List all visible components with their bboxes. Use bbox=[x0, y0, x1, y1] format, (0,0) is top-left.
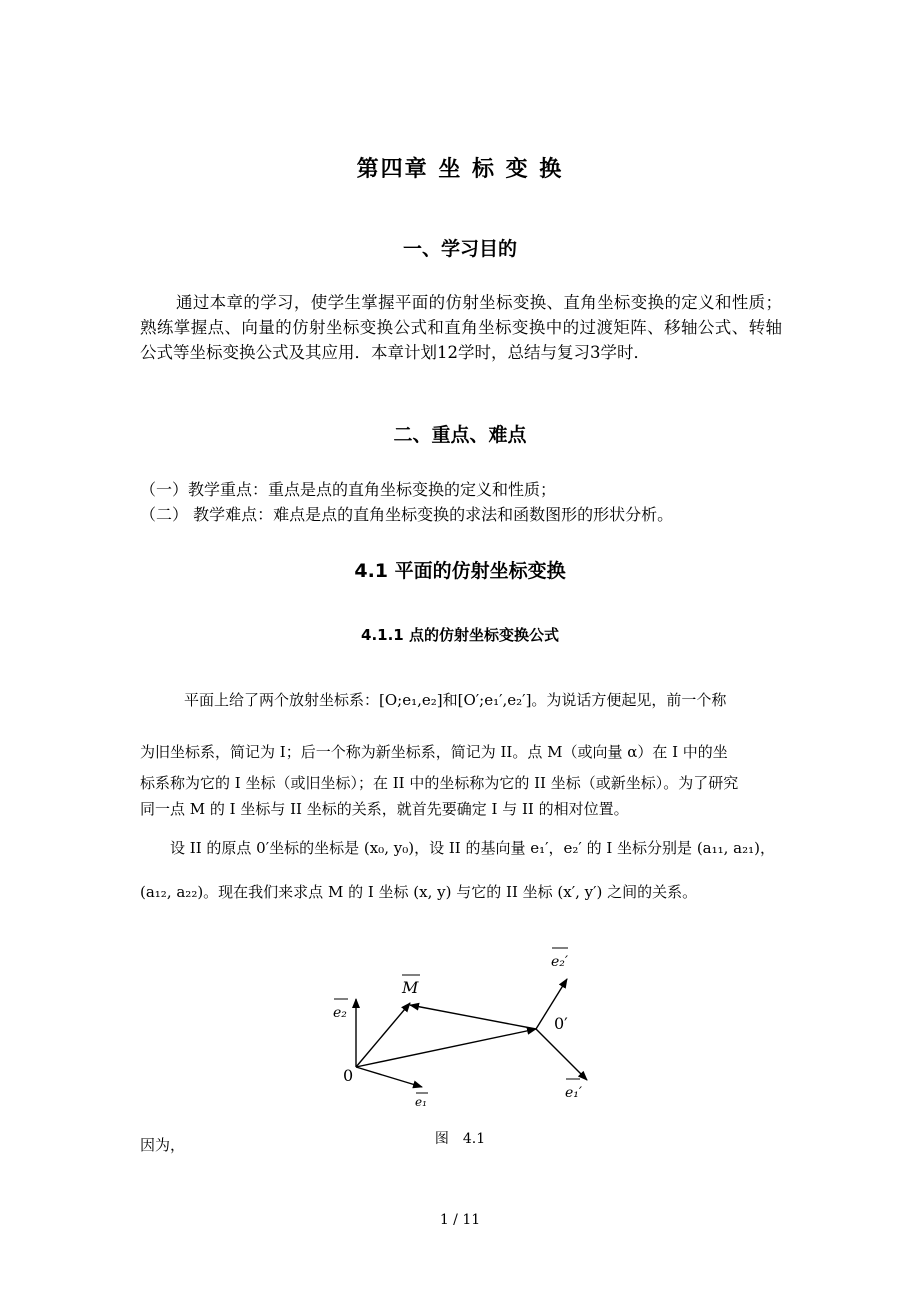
o-prime-m-arrow bbox=[410, 1005, 536, 1029]
page-number: 1 / 11 bbox=[439, 1212, 481, 1228]
e1-prime-arrow bbox=[536, 1029, 587, 1080]
chapter-title: 第四章 坐 标 变 换 bbox=[356, 157, 564, 182]
label-e2-prime: e₂′ bbox=[551, 954, 569, 970]
key-point-teaching-difficulty: （二） 教学难点：难点是点的直角坐标变换的求法和函数图形的形状分析。 bbox=[140, 505, 674, 524]
section-title-key-points: 二、重点、难点 bbox=[393, 424, 527, 446]
label-origin: 0 bbox=[343, 1066, 354, 1085]
body-line-5: 设 II 的原点 0′坐标的坐标是 (x₀, y₀)，设 II 的基向量 e₁′，e₂′ 的 I 坐标分别是 (a₁₁, a₂₁)， bbox=[170, 839, 775, 857]
because-text: 因为， bbox=[140, 1136, 186, 1154]
e1-arrow bbox=[356, 1067, 422, 1087]
subsection-title-4-1-1: 4.1.1 点的仿射坐标变换公式 bbox=[361, 626, 559, 644]
label-m: M bbox=[402, 978, 419, 997]
objectives-paragraph: 通过本章的学习，使学生掌握平面的仿射坐标变换、直角坐标变换的定义和性质；熟练掌握点、向量的仿射坐标变换公式和直角坐标变换中的过渡矩阵、移轴公式、转轴公式等坐标变换公式及其应用．本章计划12学时，总结与复习3学时． bbox=[140, 293, 782, 362]
body-line-6: (a₁₂, a₂₂)。现在我们来求点 M 的 I 坐标 (x, y) 与它的 II 坐标 (x′, y′) 之间的关系。 bbox=[140, 883, 698, 901]
label-e1-prime: e₁′ bbox=[565, 1085, 583, 1101]
key-point-teaching-focus: （一）教学重点：重点是点的直角坐标变换的定义和性质； bbox=[140, 480, 557, 499]
figure-caption: 图 4.1 bbox=[434, 1131, 486, 1147]
body-line-2: 为旧坐标系，简记为 I；后一个称为新坐标系，简记为 II。点 M（或向量 α）在 I 中的坐 bbox=[140, 743, 728, 761]
body-line-3: 标系称为它的 I 坐标（或旧坐标）；在 II 中的坐标称为它的 II 坐标（或新坐标）。为了研究 bbox=[140, 774, 739, 792]
body-line-4: 同一点 M 的 I 坐标与 II 坐标的关系，就首先要确定 I 与 II 的相对位置。 bbox=[140, 800, 629, 818]
label-o-prime: 0′ bbox=[554, 1014, 568, 1033]
section-title-4-1: 4.1 平面的仿射坐标变换 bbox=[354, 560, 566, 582]
section-title-objectives: 一、学习目的 bbox=[402, 238, 517, 260]
label-e2: e₂ bbox=[333, 1005, 347, 1021]
body-line-1: 平面上给了两个放射坐标系：[O;e₁,e₂]和[O′;e₁′,e₂′]。为说话方便起见，前一个称 bbox=[184, 691, 727, 709]
label-e1: e₁ bbox=[415, 1095, 427, 1109]
figure-4-1-diagram bbox=[320, 935, 620, 1120]
